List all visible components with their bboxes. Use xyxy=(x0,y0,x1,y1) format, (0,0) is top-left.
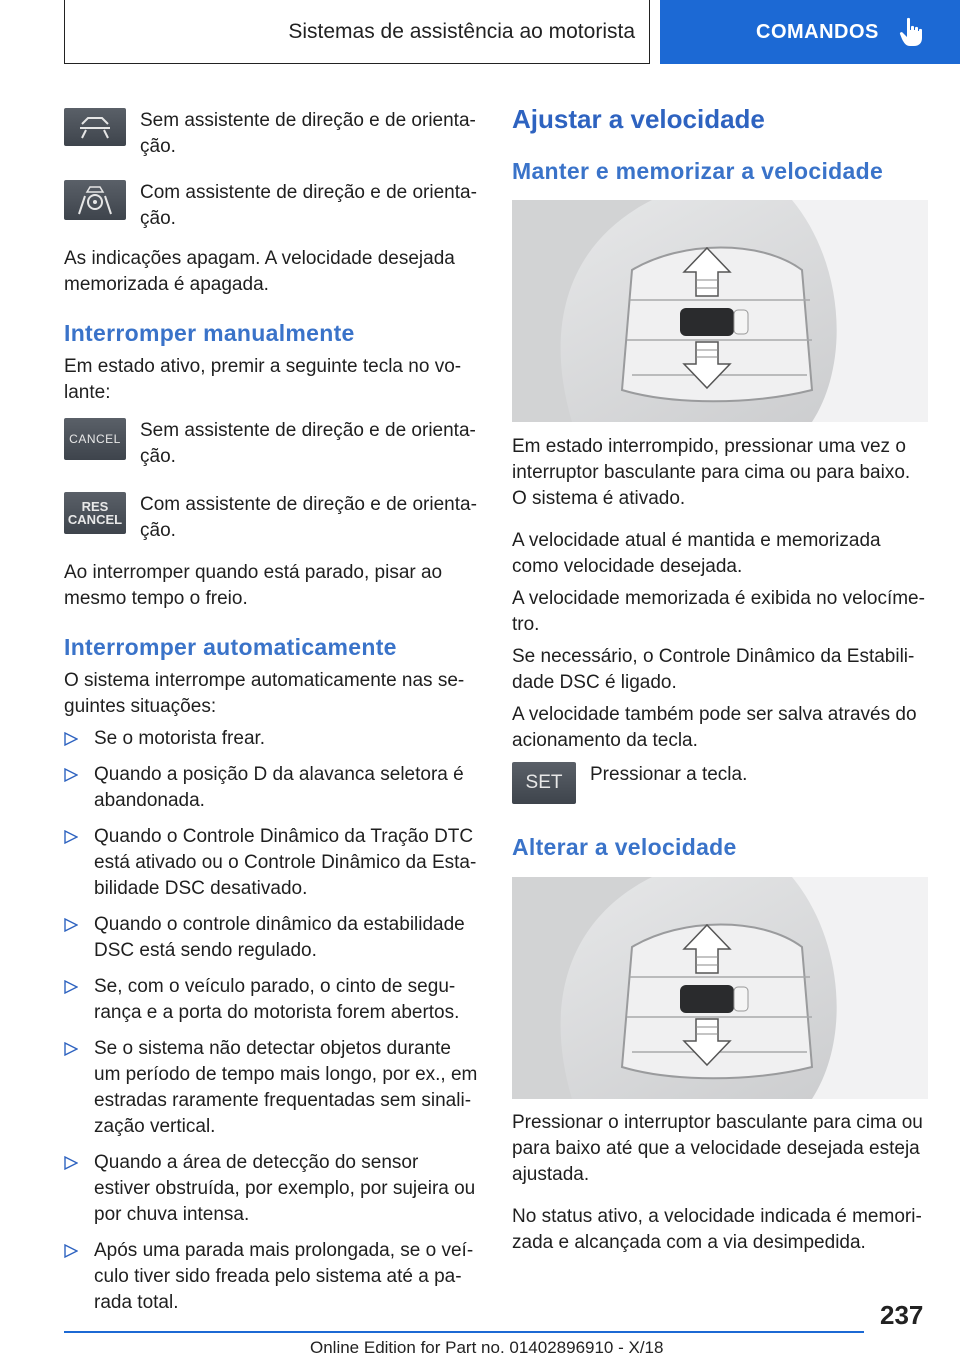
hand-pointer-icon xyxy=(899,17,925,47)
rescancel-row xyxy=(64,492,478,544)
list-item: Se, com o veículo parado, o cinto de segurança e a porta do motorista forem abertos. xyxy=(64,974,478,1026)
steering-switch-photo-2 xyxy=(512,877,928,1099)
paragraph: Pressionar o interruptor basculante para cima ou para baixo até que a velocidade desejada esteja ajustada. xyxy=(512,1112,923,1185)
paragraph: O sistema interrompe automaticamente nas seguintes situações: xyxy=(64,670,465,717)
paragraph: A velocidade também pode ser salva através do acionamento da tecla. xyxy=(512,704,917,751)
heading-ajustar-velocidade: Ajustar a velocidade xyxy=(512,104,765,134)
cancel-row xyxy=(64,418,478,470)
indicator-row-2 xyxy=(64,180,478,232)
list-item: Após uma parada mais prolongada, se o veículo tiver sido freada pelo sistema até a parada total. xyxy=(64,1238,478,1316)
cancel-text: Sem assistente de direção e de orientação. xyxy=(140,420,476,467)
header-section-box xyxy=(64,0,650,64)
section-title: Sistemas de assistência ao motorista xyxy=(288,19,635,43)
set-button-image: SET xyxy=(512,762,576,804)
triangle-bullet-icon xyxy=(64,1156,78,1170)
triangle-bullet-icon xyxy=(64,1244,78,1258)
triangle-bullet-icon xyxy=(64,980,78,994)
page-number: 237 xyxy=(880,1300,924,1330)
heading-interromper-manual: Interromper manualmente xyxy=(64,320,355,346)
heading-alterar-velocidade: Alterar a velocidade xyxy=(512,834,737,860)
paragraph: A velocidade memorizada é exibida no velocímetro. xyxy=(512,588,925,635)
steering-switch-photo xyxy=(512,200,928,422)
list-item: Se o sistema não detectar objetos durante um período de tempo mais longo, por ex., em estradas raramente frequentadas sem sinalização vertical. xyxy=(64,1036,478,1140)
list-item: Quando a área de detecção do sensor estiver obstruída, por exemplo, por sujeira ou por chuva intensa. xyxy=(64,1150,478,1228)
paragraph: Em estado ativo, premir a seguinte tecla no volante: xyxy=(64,356,462,403)
paragraph: As indicações apagam. A velocidade desejada memorizada é apagada. xyxy=(64,248,455,295)
indicator-2-text: Com assistente de direção e de orientação. xyxy=(140,182,477,229)
res-cancel-button-image xyxy=(64,492,126,534)
paragraph: No status ativo, a velocidade indicada é memorizada e alcançada com a via desimpedida. xyxy=(512,1206,922,1253)
list-item: Se o motorista frear. xyxy=(64,726,478,752)
footer-edition: Online Edition for Part no. 01402896910 - X/18 xyxy=(310,1338,664,1357)
cancel-button-image: CANCEL xyxy=(64,418,126,460)
heading-interromper-auto: Interromper automaticamente xyxy=(64,634,397,660)
steering-assist-off-icon xyxy=(64,108,126,146)
indicator-row-1 xyxy=(64,108,478,160)
list-item: Quando a posição D da alavanca seletora é abandonada. xyxy=(64,762,478,814)
triangle-bullet-icon xyxy=(64,830,78,844)
set-row xyxy=(512,762,928,804)
paragraph: Se necessário, o Controle Dinâmico da Estabilidade DSC é ligado. xyxy=(512,646,915,693)
steering-assist-on-icon xyxy=(64,180,126,220)
indicator-1-text: Sem assistente de direção e de orientação. xyxy=(140,110,476,157)
list-item: Quando o controle dinâmico da estabilidade DSC está sendo regulado. xyxy=(64,912,478,964)
set-text: Pressionar a tecla. xyxy=(590,764,748,785)
triangle-bullet-icon xyxy=(64,732,78,746)
triangle-bullet-icon xyxy=(64,918,78,932)
footer-divider xyxy=(64,1331,864,1333)
bullet-list xyxy=(64,726,478,1326)
list-item: Quando o Controle Dinâmico da Tração DTC está ativado ou o Controle Dinâmico da Estabilidade DSC desativado. xyxy=(64,824,478,902)
paragraph: Ao interromper quando está parado, pisar ao mesmo tempo o freio. xyxy=(64,562,443,609)
header-chapter-tab[interactable] xyxy=(660,0,960,64)
paragraph: A velocidade atual é mantida e memorizada como velocidade desejada. xyxy=(512,530,881,577)
heading-manter-memorizar: Manter e memorizar a velocidade xyxy=(512,158,884,184)
res-cancel-label: CANCEL xyxy=(67,512,123,527)
rescancel-text: Com assistente de direção e de orientação. xyxy=(140,494,477,541)
paragraph: Em estado interrompido, pressionar uma vez o interruptor basculante para cima ou para baixo. O sistema é ativado. xyxy=(512,436,911,509)
chapter-label: COMANDOS xyxy=(756,20,879,43)
triangle-bullet-icon xyxy=(64,1042,78,1056)
triangle-bullet-icon xyxy=(64,768,78,782)
res-label: RES xyxy=(81,499,109,514)
